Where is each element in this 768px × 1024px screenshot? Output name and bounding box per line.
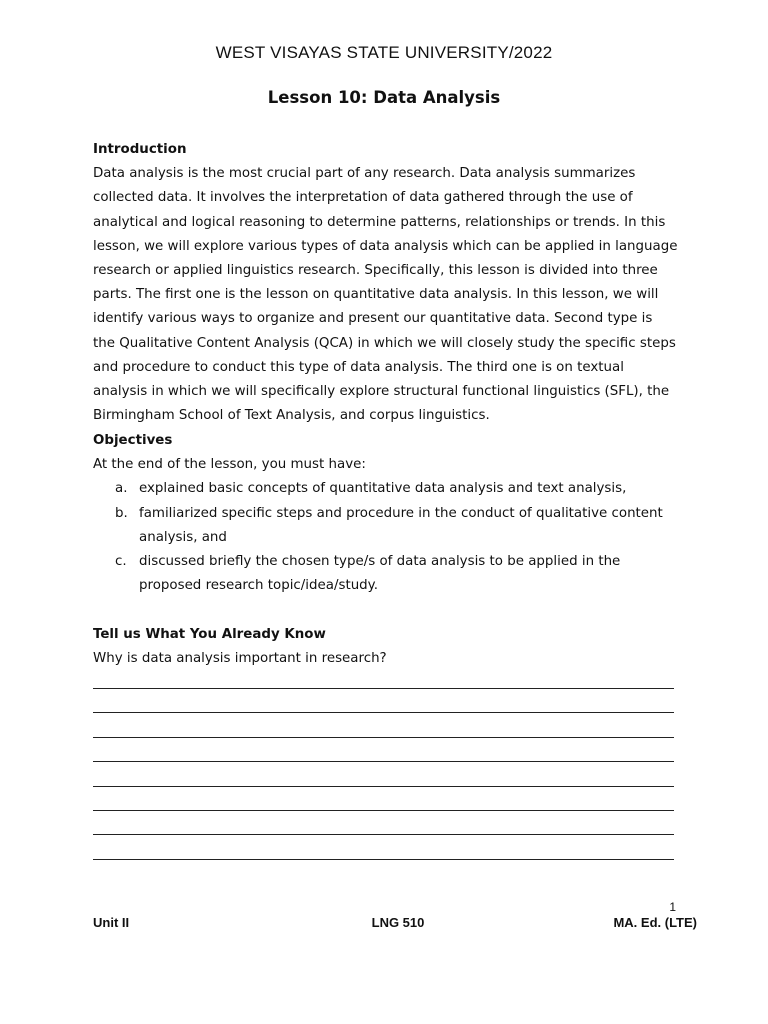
objective-text: discussed briefly the chosen type/s of data analysis to be applied in the proposed research topic/idea/study. xyxy=(139,554,621,594)
objective-marker: a. xyxy=(115,481,128,497)
lesson-title: Lesson 10: Data Analysis xyxy=(267,88,501,107)
answer-line xyxy=(93,712,674,713)
answer-line xyxy=(93,737,674,738)
objective-marker: b. xyxy=(115,505,128,521)
objectives-list xyxy=(93,477,678,598)
answer-line xyxy=(93,786,674,787)
tell-us-section xyxy=(93,623,678,671)
objective-item xyxy=(93,502,678,550)
objective-text: explained basic concepts of quantitative data analysis and text analysis, xyxy=(139,481,627,497)
objective-item xyxy=(93,477,678,501)
answer-line xyxy=(93,761,674,762)
page-footer xyxy=(93,915,697,935)
objective-text: familiarized specific steps and procedure in the conduct of qualitative content analysis, and xyxy=(139,505,663,545)
objectives-section xyxy=(93,429,678,598)
page-number: 1 xyxy=(669,900,676,914)
objective-item xyxy=(93,550,678,598)
answer-line xyxy=(93,810,674,811)
introduction-paragraph: Data analysis is the most crucial part of any research. Data analysis summarizes collected data. It involves the interpretation of data gathered through the use of analytical and logical reasoning to determine patterns, relationships or trends. In this lesson, we will explore various types of data analysis which can be applied in language research or applied linguistics research. Specifically, this lesson is divided into three parts. The first one is the lesson on quantitative data analysis. In this lesson, we will identify various ways to organize and present our quantitative data. Second type is the Qualitative Content Analysis (QCA) in which we will closely study the specific steps and procedure to conduct this type of data analysis. The third one is on textual analysis in which we will specifically explore structural functional linguistics (SFL), the Birmingham School of Text Analysis, and corpus linguistics. xyxy=(93,166,678,424)
objectives-lead: At the end of the lesson, you must have: xyxy=(93,457,366,473)
footer-program: MA. Ed. (LTE) xyxy=(613,915,697,930)
objectives-heading: Objectives xyxy=(93,433,173,448)
answer-line xyxy=(93,688,674,689)
answer-line xyxy=(93,859,674,860)
answer-line xyxy=(93,834,674,835)
footer-course: LNG 510 xyxy=(371,915,425,930)
introduction-heading: Introduction xyxy=(93,142,187,157)
footer-unit: Unit II xyxy=(93,915,130,930)
objective-marker: c. xyxy=(115,554,127,570)
answer-lines xyxy=(93,688,674,883)
university-header: WEST VISAYAS STATE UNIVERSITY/2022 xyxy=(215,43,553,62)
introduction-section xyxy=(93,138,678,428)
tell-us-heading: Tell us What You Already Know xyxy=(93,627,326,642)
tell-us-question: Why is data analysis important in research? xyxy=(93,651,387,667)
